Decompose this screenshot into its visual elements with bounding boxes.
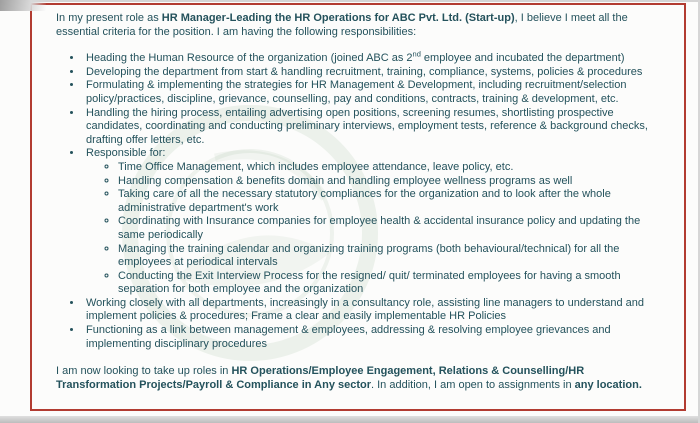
intro-paragraph [56,12,664,39]
bullet-item [83,297,664,324]
sub-bullet-list [86,161,664,297]
bold-text-segment: HR Manager-Leading the HR Operations for ABC Pvt. Ltd. (Start-up) [161,12,515,24]
document-content [56,12,664,392]
text-segment: Working closely with all departments, increasingly in a consultancy role, assisting line managers to understand and implement policies & procedures; Frame a clear and easily implementable HR Policies [86,296,645,323]
sub-bullet-item [118,175,664,189]
bullet-item [83,79,664,106]
text-segment: . In addition, I am open to assignments in [371,378,575,391]
text-segment: I am now looking to take up roles in [56,365,232,378]
bullet-item [83,147,664,297]
scan-shadow-corner [0,0,46,11]
text-segment: Conducting the Exit Interview Process for the resigned/ quit/ terminated employees for having a smooth separation for both employee and the organization [118,269,621,296]
text-segment: , I believe I meet all the essential criteria for the position. I am having the following responsibilities: [56,12,628,38]
bold-text-segment: . [638,378,642,391]
text-segment: Developing the department from start & handling recruitment, training, compliance, systems, policies & procedures [86,65,643,78]
bullet-item [83,66,664,80]
text-segment: In my present role as [56,12,162,24]
responsibilities-list [56,49,664,351]
sub-bullet-item [118,188,664,215]
bullet-item [83,107,664,148]
text-segment: Taking care of all the necessary statutory compliances for the organization and to look after the whole administrative department's work [118,188,611,214]
bold-text-segment: HR Operations/Employee Engagement, Relations & Counselling/HR Transformation Projects/Payroll & Compliance in Any sector [56,365,585,391]
text-segment: Heading the Human Resource of the organization (joined ABC as 2 [86,52,413,65]
bullet-item [83,324,664,351]
text-segment: Handling the hiring process, entailing advertising open positions, screening resumes, shortlisting prospective candidates, coordinating and conducting preliminary interviews, employment tests, reference & background checks, drafting offer letters, etc. [86,106,648,146]
sub-bullet-item [118,270,664,297]
text-segment: employee and incubated the department) [420,52,625,65]
bullet-item [83,49,664,66]
text-segment: Functioning as a link between management & employees, addressing & resolving employee grievances and implementing disciplinary procedures [86,324,611,350]
sub-bullet-item [118,243,664,270]
text-segment: Coordinating with Insurance companies for employee health & accidental insurance policy and updating the same periodically [118,215,641,241]
text-segment: Handling compensation & benefits domain and handling employee wellness programs as well [118,174,573,187]
scan-edge-top [0,0,700,2]
text-segment: Formulating & implementing the strategies for HR Management & Development, including recruitment/selection policy/practices, discipline, grievance, counselling, pay and conditions, contracts, training & development, etc. [86,79,627,105]
sub-bullet-item [118,161,664,175]
text-segment: Responsible for: [86,147,166,160]
text-segment: Time Office Management, which includes employee attendance, leave policy, etc. [118,160,514,173]
scan-edge-bottom [0,416,700,423]
sub-bullet-item [118,215,664,242]
text-segment: Managing the training calendar and organizing training programs (both behavioural/technical) for all the employees at periodical intervals [118,242,620,269]
closing-paragraph [56,365,664,392]
text-segment: nd [412,49,421,59]
bold-text-segment: any location [574,378,639,391]
